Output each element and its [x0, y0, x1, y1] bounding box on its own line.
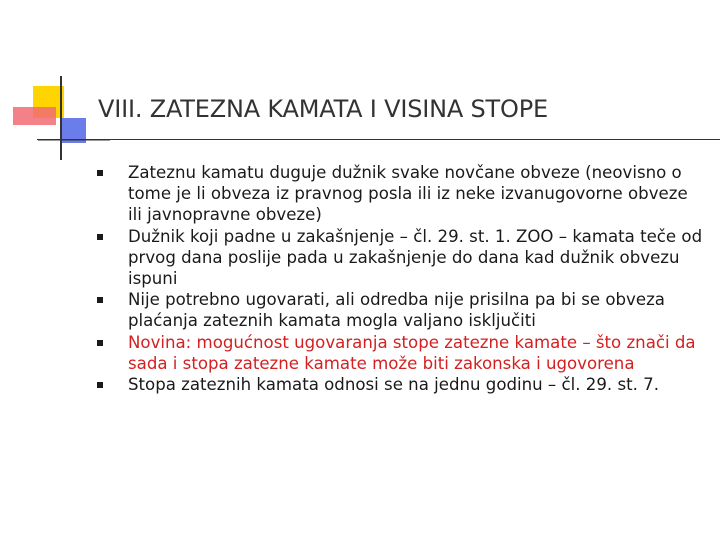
bullet-square-icon: [97, 297, 103, 303]
list-item: [96, 162, 706, 226]
bullet-square-icon: [97, 382, 103, 388]
list-item-text: Zateznu kamatu duguje dužnik svake novčane obveze (neovisno o tome je li obveza iz pravnog posla ili iz neke izvanugovorne obveze ili javnopravne obveze): [128, 163, 688, 225]
title-divider: [37, 139, 720, 140]
bullet-square-icon: [97, 234, 103, 240]
bullet-square-icon: [97, 340, 103, 346]
list-item-text: Stopa zateznih kamata odnosi se na jednu godinu – čl. 29. st. 7.: [128, 375, 659, 395]
list-item: [96, 289, 706, 331]
bullet-square-icon: [97, 170, 103, 176]
page-title: VIII. ZATEZNA KAMATA I VISINA STOPE: [98, 95, 548, 123]
list-item: [96, 374, 706, 395]
list-item-text: Dužnik koji padne u zakašnjenje – čl. 29. st. 1. ZOO – kamata teče od prvog dana poslije pada u zakašnjenje do dana kad dužnik obvezu ispuni: [128, 226, 703, 289]
corner-decoration: [0, 0, 110, 170]
list-item-text: Novina: mogućnost ugovaranja stope zatezne kamate – što znači da sada i stopa zatezne kamate može biti zakonska i ugovorena: [128, 332, 696, 373]
list-item-text: Nije potrebno ugovarati, ali odredba nije prisilna pa bi se obveza plaćanja zateznih kamata mogla valjano isključiti: [128, 290, 665, 331]
list-item: [96, 226, 706, 290]
list-item-highlighted: [96, 332, 706, 374]
bullet-list: [96, 162, 706, 395]
red-square: [13, 107, 56, 125]
